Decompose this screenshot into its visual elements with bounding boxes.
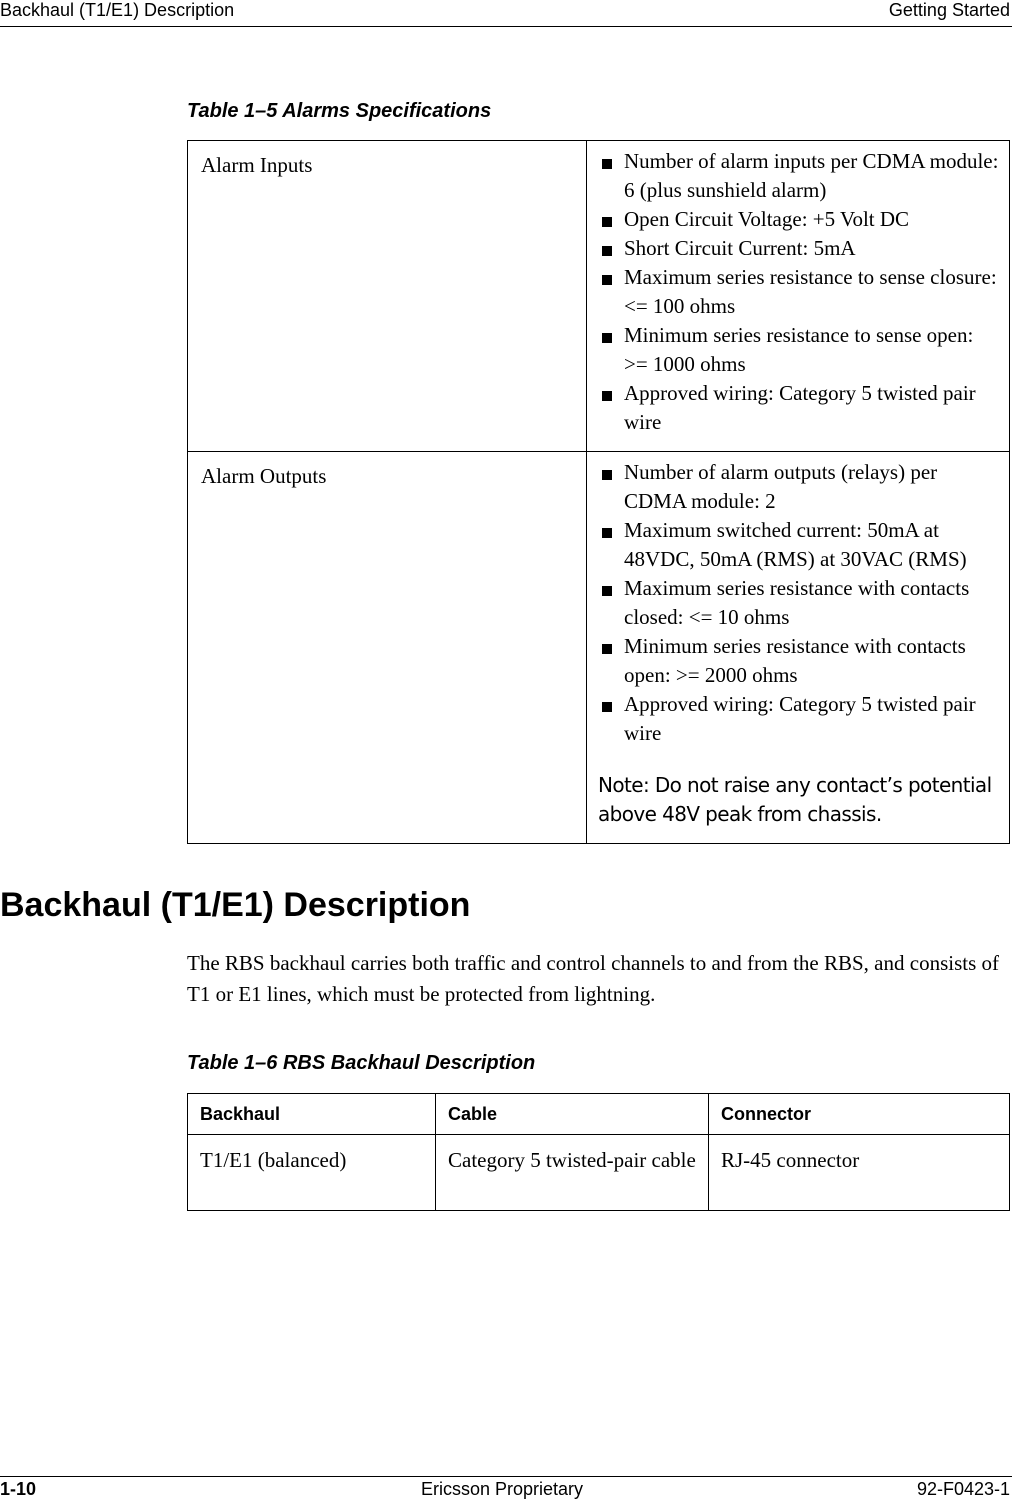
warning-note: Note: Do not raise any contact’s potential above 48V peak from chassis. <box>598 773 992 826</box>
page-number: 1-10 <box>0 1479 37 1499</box>
list-item: Maximum series resistance with contacts closed: <= 10 ohms <box>598 574 999 632</box>
footer-proprietary: Ericsson Proprietary <box>421 1479 584 1499</box>
row-details <box>587 141 1010 452</box>
section-title: Backhaul (T1/E1) Description <box>0 886 471 924</box>
table-cell: Category 5 twisted-pair cable <box>436 1135 709 1211</box>
list-item: Maximum series resistance to sense closure: <= 100 ohms <box>598 263 999 321</box>
table-row <box>188 141 1010 452</box>
section-body: The RBS backhaul carries both traffic and control channels to and from the RBS, and consists of T1 or E1 lines, which must be protected from lightning. <box>187 951 1000 1006</box>
column-header: Cable <box>436 1094 709 1135</box>
list-item: Number of alarm inputs per CDMA module: 6 (plus sunshield alarm) <box>598 147 999 205</box>
header-chapter-title: Getting Started <box>888 0 1010 20</box>
document-number: 92-F0423-1 <box>916 1479 1010 1499</box>
list-item: Short Circuit Current: 5mA <box>598 234 999 263</box>
rbs-backhaul-table <box>187 1093 1010 1211</box>
column-header: Backhaul <box>188 1094 436 1135</box>
list-item: Minimum series resistance with contacts open: >= 2000 ohms <box>598 632 999 690</box>
list-item: Open Circuit Voltage: +5 Volt DC <box>598 205 999 234</box>
list-item: Minimum series resistance to sense open: >= 1000 ohms <box>598 321 999 379</box>
table-row <box>188 452 1010 844</box>
list-item: Number of alarm outputs (relays) per CDMA module: 2 <box>598 458 999 516</box>
column-header: Connector <box>709 1094 1010 1135</box>
row-label: Alarm Outputs <box>188 452 587 844</box>
bullet-list <box>598 147 999 437</box>
list-item: Approved wiring: Category 5 twisted pair wire <box>598 379 999 437</box>
bullet-list <box>598 458 999 748</box>
list-item: Approved wiring: Category 5 twisted pair wire <box>598 690 999 748</box>
list-item: Maximum switched current: 50mA at 48VDC, 50mA (RMS) at 30VAC (RMS) <box>598 516 999 574</box>
table6-caption: Table 1–6 RBS Backhaul Description <box>187 1052 536 1074</box>
table-row <box>188 1135 1010 1211</box>
table-cell: T1/E1 (balanced) <box>188 1135 436 1211</box>
table-header-row <box>188 1094 1010 1135</box>
table-cell: RJ-45 connector <box>709 1135 1010 1211</box>
table5-caption: Table 1–5 Alarms Specifications <box>187 100 492 122</box>
row-label: Alarm Inputs <box>188 141 587 452</box>
alarms-specifications-table <box>187 140 1010 844</box>
page-header <box>0 0 1012 27</box>
page-footer <box>0 1476 1012 1501</box>
row-details <box>587 452 1010 844</box>
header-section-title: Backhaul (T1/E1) Description <box>0 0 235 20</box>
